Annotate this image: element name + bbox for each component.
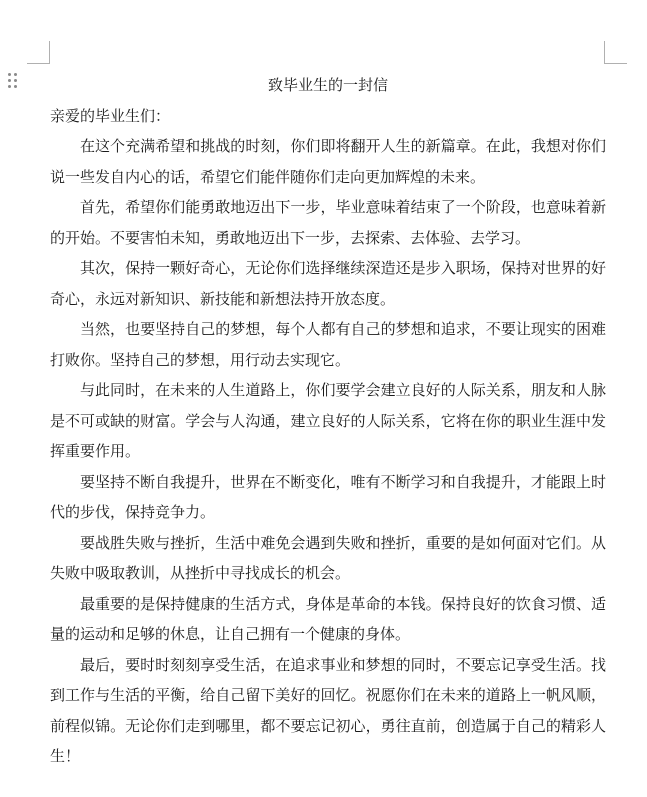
document-title: 致毕业生的一封信 xyxy=(267,76,388,94)
paragraph: 其次，保持一颗好奇心，无论你们选择继续深造还是步入职场，保持对世界的好奇心，永远对新知识、新技能和新想法持开放态度。 xyxy=(50,259,606,308)
paragraph: 与此同时，在未来的人生道路上，你们要学会建立良好的人际关系，朋友和人脉是不可或缺的财富。学会与人沟通，建立良好的人际关系，它将在你的职业生涯中发挥重要作用。 xyxy=(50,381,606,460)
paragraph: 当然，也要坚持自己的梦想，每个人都有自己的梦想和追求，不要让现实的困难打败你。坚持自己的梦想，用行动去实现它。 xyxy=(50,320,606,369)
paragraph: 在这个充满希望和挑战的时刻，你们即将翻开人生的新篇章。在此，我想对你们说一些发自内心的话，希望它们能伴随你们走向更加辉煌的未来。 xyxy=(50,137,606,186)
drag-handle-icon[interactable] xyxy=(8,73,18,89)
paragraph: 要坚持不断自我提升，世界在不断变化，唯有不断学习和自我提升，才能跟上时代的步伐，保持竞争力。 xyxy=(50,472,606,521)
crop-mark-top-left-icon xyxy=(27,41,50,64)
paragraph: 首先，希望你们能勇敢地迈出下一步，毕业意味着结束了一个阶段，也意味着新的开始。不要害怕未知，勇敢地迈出下一步，去探索、去体验、去学习。 xyxy=(50,198,606,247)
crop-mark-top-right-icon xyxy=(604,41,627,64)
document-body[interactable] xyxy=(50,70,606,772)
paragraph: 最后，要时时刻刻享受生活，在追求事业和梦想的同时，不要忘记享受生活。找到工作与生活的平衡，给自己留下美好的回忆。祝愿你们在未来的道路上一帆风顺，前程似锦。无论你们走到哪里，都不要忘记初心，勇往直前，创造属于自己的精彩人生！ xyxy=(50,655,606,765)
paragraph: 最重要的是保持健康的生活方式，身体是革命的本钱。保持良好的饮食习惯、适量的运动和足够的休息，让自己拥有一个健康的身体。 xyxy=(50,594,606,643)
salutation: 亲爱的毕业生们： xyxy=(50,106,171,125)
paragraph: 要战胜失败与挫折，生活中难免会遇到失败和挫折，重要的是如何面对它们。从失败中吸取教训，从挫折中寻找成长的机会。 xyxy=(50,533,606,582)
